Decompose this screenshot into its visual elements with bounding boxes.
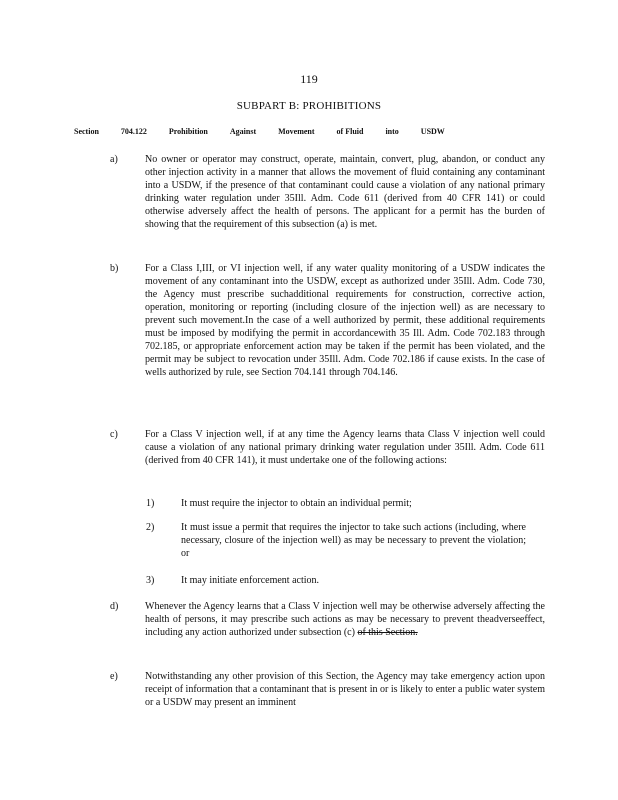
heading-word: Against — [229, 127, 257, 136]
item-text: It must issue a permit that requires the injector to take such actions (including, where necessary, closure of the injection well) as may be necessary to prevent the violation; or — [181, 522, 526, 559]
paragraph-e — [110, 670, 550, 709]
item-label: 2) — [146, 522, 155, 533]
page-number: 119 — [300, 72, 318, 86]
section-label: Section — [74, 127, 99, 136]
item-text: It may initiate enforcement action. — [181, 575, 319, 586]
list-item — [146, 497, 526, 510]
item-text: It must require the injector to obtain an individual permit; — [181, 498, 412, 509]
paragraph-d — [110, 600, 550, 639]
paragraph-label: e) — [110, 671, 118, 682]
heading-word: USDW — [420, 127, 445, 136]
heading-word: into — [385, 127, 399, 136]
paragraph-label: c) — [110, 429, 118, 440]
section-heading — [74, 127, 534, 136]
list-item — [146, 521, 526, 560]
paragraph-a — [110, 153, 550, 231]
paragraph-text: Notwithstanding any other provision of this Section, the Agency may take emergency action upon receipt of information that a contaminant that is present in or is likely to enter a public water system or a USDW may present an imminent — [145, 671, 545, 708]
item-label: 3) — [146, 575, 155, 586]
paragraph-text: For a Class V injection well, if at any time the Agency learns thata Class V injection well could cause a violation of any national primary drinking water regulation under 35Ill. Adm. Code 611 (derived from 40 CFR 141), it must undertake one of the following actions: — [145, 429, 545, 466]
paragraph-text: No owner or operator may construct, operate, maintain, convert, plug, abandon, or conduct any other injection activity in a manner that allows the movement of fluid containing any contaminant into a USDW, if the presence of that contaminant could cause a violation of any national primary drinking water regulation under 35Ill. Adm. Code 611 (derived from 40 CFR 141) or could otherwise adversely affect the health of persons. The applicant for a permit has the burden of showing that the requirement of this subsection (a) is met. — [145, 154, 545, 230]
paragraph-c — [110, 428, 550, 467]
list-item — [146, 574, 526, 587]
paragraph-b — [110, 262, 550, 379]
section-number: 704.122 — [120, 127, 147, 136]
item-label: 1) — [146, 498, 155, 509]
heading-word: Prohibition — [168, 127, 208, 136]
paragraph-label: a) — [110, 154, 118, 165]
heading-word: of Fluid — [336, 127, 364, 136]
paragraph-text: For a Class I,III, or VI injection well, if any water quality monitoring of a USDW indicates the movement of any contaminant into the USDW, except as authorized under 35Ill. Adm. Code 730, the Agency must prescribe suchadditional requirements for construction, corrective action, operation, monitoring or reporting (including closure of the injection well) as are necessary to prevent such movement.In the case of a well authorized by permit, these additional requirements must be imposed by modifying the permit in accordancewith 35 Ill. Adm. Code 702.183 through 702.185, or appropriate enforcement action may be taken if the permit has been violated, and the permit may be subject to revocation under 35Ill. Adm. Code 702.186 if cause exists. In the case of wells authorized by rule, see Section 704.141 through 704.146. — [145, 263, 545, 378]
struck-text: of this Section. — [357, 627, 418, 638]
paragraph-label: d) — [110, 601, 119, 612]
paragraph-label: b) — [110, 263, 119, 274]
heading-word: Movement — [278, 127, 315, 136]
paragraph-d-body: Whenever the Agency learns that a Class V injection well may be otherwise adversely affecting the health of persons, it may prescribe such actions as may be necessary to prevent theadverseeffect, including any action authorized under subsection (c) — [145, 601, 545, 638]
subpart-title: SUBPART B: PROHIBITIONS — [236, 100, 382, 112]
paragraph-text — [145, 600, 545, 639]
